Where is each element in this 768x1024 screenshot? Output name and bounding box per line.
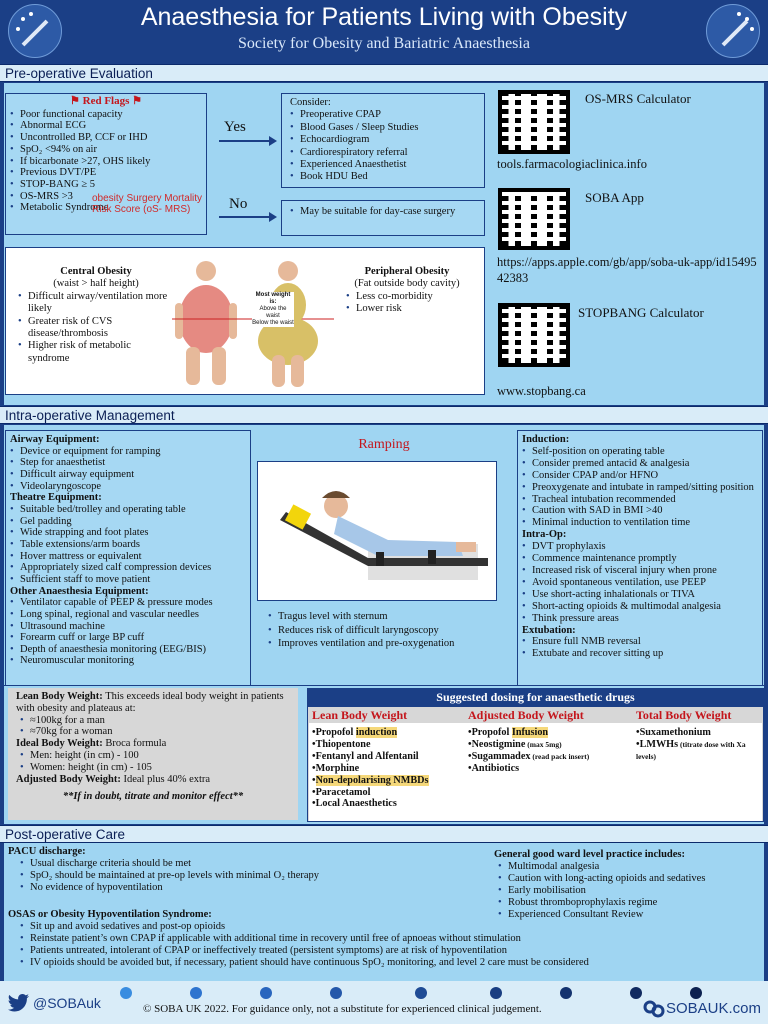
- drug-nmbds: Non-depolarising NMBDs: [315, 774, 429, 786]
- list-item: • No evidence of hypoventilation: [20, 882, 488, 894]
- ramped-patient-illustration: [258, 462, 496, 600]
- list-item: • Caution with long-acting opioids and sedatives: [498, 873, 764, 885]
- arrow-right-icon: [217, 211, 279, 223]
- consider-box: [281, 93, 485, 188]
- dot-decoration: [690, 987, 702, 999]
- list-item: • Avoid spontaneous ventilation, use PEEP: [522, 577, 758, 589]
- ibw-label: Ideal Body Weight:: [16, 738, 103, 750]
- yes-label: Yes: [224, 119, 246, 135]
- footer: [0, 981, 768, 1024]
- website-link[interactable]: SOBAUK.com: [666, 1000, 762, 1017]
- list-item: • Sufficient staff to move patient: [10, 574, 246, 586]
- list-item: • Sit up and avoid sedatives and post-op opioids: [20, 921, 760, 933]
- osmrs-overlay-text: obesity Surgery Mortality Risk Score (oS- MRS): [92, 193, 203, 215]
- list-item: • Difficult airway/ventilation more likely: [18, 291, 174, 316]
- dosing-col3-title: Total Body Weight: [636, 708, 732, 722]
- list-item: • Neuromuscular monitoring: [10, 655, 246, 667]
- list-item: • Gel padding: [10, 516, 246, 528]
- theatre-title: Theatre Equipment:: [10, 492, 102, 504]
- other-title: Other Anaesthesia Equipment:: [10, 585, 149, 597]
- titrate-note: **If in doubt, titrate and monitor effect**: [62, 791, 244, 803]
- list-item: • Multimodal analgesia: [498, 861, 764, 873]
- section-preop-title: Pre-operative Evaluation: [0, 64, 768, 82]
- list-item: • Forearm cuff or large BP cuff: [10, 632, 246, 644]
- list-item: • Book HDU Bed: [290, 171, 476, 183]
- list-item: • Difficult airway equipment: [10, 469, 246, 481]
- central-obesity: [18, 266, 174, 365]
- peripheral-obesity: [334, 266, 480, 316]
- list-item: • ≈70kg for a woman: [20, 726, 290, 738]
- twitter-handle[interactable]: @SOBAuk: [33, 995, 101, 1011]
- abw-text: Ideal plus 40% extra: [123, 773, 211, 785]
- drug-lmwhs: LMWHs: [639, 738, 679, 750]
- list-item: • Device or equipment for ramping: [10, 446, 246, 458]
- list-item: • Robust thromboprophylaxis regime: [498, 897, 764, 909]
- apple-body-figure: [175, 261, 237, 385]
- list-item: • ≈100kg for a man: [20, 715, 290, 727]
- red-flags-title: Red Flags: [82, 95, 130, 107]
- arrow-right-icon: [217, 135, 279, 147]
- list-item: • Short-acting opioids & multimodal analgesia: [522, 601, 758, 613]
- list-item: • Tragus level with sternum: [268, 610, 508, 624]
- list-item: • Tracheal intubation recommended: [522, 494, 758, 506]
- ramping-list: [268, 610, 508, 651]
- list-item: • Ultrasound machine: [10, 621, 246, 633]
- list-item: • Appropriately sized calf compression devices: [10, 562, 246, 574]
- ward-title: General good ward level practice includes:: [494, 849, 686, 860]
- flag-icon: ⚑: [132, 95, 142, 107]
- extubation-title: Extubation:: [522, 624, 576, 636]
- dosing-col2: •Propofol Infusion •Neostigmine (max 5mg) •Sugammadex (read pack insert) •Antibiotics: [468, 727, 590, 774]
- peripheral-sub: (Fat outside body cavity): [354, 278, 460, 290]
- dot-decoration: [630, 987, 642, 999]
- list-item: • Less co-morbidity: [346, 291, 480, 303]
- list-item: • Suitable bed/trolley and operating table: [10, 504, 246, 516]
- qr-code-soba-app[interactable]: [498, 188, 570, 250]
- header: [0, 0, 768, 64]
- osas-block: [8, 909, 760, 969]
- qr2-title: SOBA App: [585, 190, 644, 205]
- list-item: • Reinstate patient’s own CPAP if applicable with additional time in recovery until free of apnoeas without stimulation: [20, 933, 760, 945]
- list-item: • Men: height (in cm) - 100: [20, 750, 290, 762]
- list-item: • Previous DVT/PE: [10, 167, 202, 179]
- induction-box: [517, 430, 763, 686]
- list-item: • Hover mattress or equivalent: [10, 551, 246, 563]
- list-item: • Depth of anaesthesia monitoring (EEG/BIS): [10, 644, 246, 656]
- list-item: • Consider premed antacid & analgesia: [522, 458, 758, 470]
- list-item: • Wide strapping and foot plates: [10, 527, 246, 539]
- list-item: • DVT prophylaxis: [522, 541, 758, 553]
- central-sub: (waist > half height): [53, 278, 139, 290]
- drug-suxamethonium: Suxamethonium: [639, 727, 711, 738]
- consider-list: [290, 109, 476, 183]
- dosing-title: Suggested dosing for anaesthetic drugs: [308, 689, 763, 707]
- airway-title: Airway Equipment:: [10, 434, 100, 445]
- dot-decoration: [190, 987, 202, 999]
- twitter-icon[interactable]: [8, 994, 30, 1012]
- ramping-title: Ramping: [358, 437, 410, 452]
- consider-title: Consider:: [290, 97, 331, 108]
- list-item: • If bicarbonate >27, OHS likely: [10, 156, 202, 168]
- lbw-label: Lean Body Weight:: [16, 691, 103, 702]
- list-item: • Metabolic Syndrome: [10, 202, 202, 214]
- list-item: • Early mobilisation: [498, 885, 764, 897]
- list-item: • Preoxygenate and intubate in ramped/sitting position: [522, 482, 758, 494]
- drug-sugammadex: Sugammadex: [471, 750, 531, 762]
- dosing-col1-title: Lean Body Weight: [312, 708, 408, 722]
- drug-item: Thiopentone: [315, 738, 371, 750]
- qr-code-stopbang[interactable]: [498, 303, 570, 367]
- link-icon[interactable]: [643, 1000, 665, 1018]
- dosing-box: [307, 688, 764, 822]
- ramping-image: [257, 461, 497, 601]
- list-item: • Experienced Anaesthetist: [290, 159, 476, 171]
- flag-icon: ⚑: [70, 95, 80, 107]
- list-item: • Step for anaesthetist: [10, 457, 246, 469]
- abw-label: Adjusted Body Weight:: [16, 773, 121, 785]
- section-postop-title: Post-operative Care: [0, 825, 768, 843]
- list-item: • Echocardiogram: [290, 134, 476, 146]
- list-item: • Patients untreated, intolerant of CPAP or ineffectively treated (persistent symptoms) are at risk of hypoventilation: [20, 945, 760, 957]
- list-item: • Commence maintenance promptly: [522, 553, 758, 565]
- equipment-box: [5, 430, 251, 686]
- list-item: • Lower risk: [346, 303, 480, 315]
- dosing-col3: •Suxamethonium •LMWHs (titrate dose with Xa levels): [636, 727, 746, 761]
- drug-propofol-induction: induction: [355, 727, 398, 738]
- qr2-url[interactable]: https://apps.apple.com/gb/app/soba-uk-app/id1549542383: [497, 255, 757, 285]
- drug-propofol-infusion: Infusion: [511, 727, 549, 738]
- list-item: • Ventilator capable of PEEP & pressure modes: [10, 597, 246, 609]
- list-item: • Minimal induction to ventilation time: [522, 517, 758, 529]
- induction-title: Induction:: [522, 434, 570, 445]
- list-item: • Women: height (in cm) - 105: [20, 762, 290, 774]
- drug-item: Morphine: [315, 762, 360, 774]
- section-intraop-title: Intra-operative Management: [0, 406, 768, 424]
- central-title: Central Obesity: [60, 266, 132, 277]
- list-item: • May be suitable for day-case surgery: [290, 206, 476, 218]
- list-item: • Table extensions/arm boards: [10, 539, 246, 551]
- list-item: • Abnormal ECG: [10, 120, 202, 132]
- drug-propofol: Propofol: [471, 727, 512, 738]
- list-item: • Videolaryngoscope: [10, 481, 246, 493]
- list-item: • IV opioids should be avoided but, if necessary, patient should have continuous SpO₂ monitoring, and level 2 care must be considered: [20, 957, 760, 969]
- list-item: • SpO₂ should be maintained at pre-op levels with minimal O₂ therapy: [20, 870, 488, 882]
- list-item: • Experienced Consultant Review: [498, 909, 764, 921]
- list-item: • Blood Gases / Sleep Studies: [290, 122, 476, 134]
- list-item: • Preoperative CPAP: [290, 109, 476, 121]
- list-item: • Use short-acting inhalationals or TIVA: [522, 589, 758, 601]
- list-item: • Ensure full NMB reversal: [522, 636, 758, 648]
- no-label: No: [229, 196, 248, 212]
- dot-decoration: [560, 987, 572, 999]
- weights-box: [8, 688, 298, 820]
- lbw-text: This exceeds ideal body weight in patients with obesity and plateaus at:: [16, 691, 284, 714]
- osas-title: OSAS or Obesity Hypoventilation Syndrome:: [8, 909, 212, 920]
- dosing-col1: •Propofol induction •Thiopentone •Fentanyl and Alfentanil •Morphine •Non-depolarising NMBDs •Paracetamol •Local Anaesthetics: [312, 727, 429, 810]
- dot-decoration: [415, 987, 427, 999]
- drug-propofol: Propofol: [315, 727, 356, 738]
- drug-item: Local Anaesthetics: [315, 798, 397, 810]
- drug-antibiotics: Antibiotics: [471, 762, 520, 774]
- list-item: • Higher risk of metabolic syndrome: [18, 340, 174, 365]
- dosing-col2-title: Adjusted Body Weight: [468, 708, 584, 722]
- dot-decoration: [260, 987, 272, 999]
- list-item: • Improves ventilation and pre-oxygenation: [268, 637, 508, 651]
- page-subtitle: Society for Obesity and Bariatric Anaesthesia: [238, 35, 530, 52]
- list-item: • Long spinal, regional and vascular needles: [10, 609, 246, 621]
- list-item: • Consider CPAP and/or HFNO: [522, 470, 758, 482]
- dot-decoration: [120, 987, 132, 999]
- qr-code-osmrs[interactable]: [498, 90, 570, 154]
- qr1-title: OS-MRS Calculator: [585, 91, 691, 106]
- list-item: • Think pressure areas: [522, 613, 758, 625]
- list-item: • Usual discharge criteria should be met: [20, 858, 488, 870]
- ibw-text: Broca formula: [105, 738, 167, 750]
- list-item: • SpO₂ <94% on air: [10, 144, 202, 156]
- copyright-text: © SOBA UK 2022. For guidance only, not a substitute for experienced clinical judgement.: [143, 1003, 542, 1015]
- pacu-block: [8, 846, 488, 894]
- list-item: • Self-position on operating table: [522, 446, 758, 458]
- qr1-url[interactable]: tools.farmacologiaclinica.info: [497, 157, 647, 171]
- dot-decoration: [330, 987, 342, 999]
- dot-decoration: [490, 987, 502, 999]
- list-item: • Greater risk of CVS disease/thrombosis: [18, 316, 174, 341]
- drug-item: Paracetamol: [315, 786, 371, 798]
- list-item: • Increased risk of visceral injury when prone: [522, 565, 758, 577]
- peripheral-title: Peripheral Obesity: [364, 266, 450, 277]
- intraop-title: Intra-Op:: [522, 529, 567, 541]
- pacu-title: PACU discharge:: [8, 846, 86, 857]
- list-item: • Reduces risk of difficult laryngoscopy: [268, 624, 508, 638]
- drug-neostigmine: Neostigmine: [471, 738, 526, 750]
- drug-item: Fentanyl and Alfentanil: [315, 750, 419, 762]
- qr3-title: STOPBANG Calculator: [578, 305, 704, 320]
- list-item: • Caution with SAD in BMI >40: [522, 505, 758, 517]
- list-item: • Poor functional capacity: [10, 109, 202, 121]
- page-title: Anaesthesia for Patients Living with Obesity: [140, 3, 628, 31]
- list-item: • Extubate and recover sitting up: [522, 648, 758, 660]
- list-item: • Cardiorespiratory referral: [290, 147, 476, 159]
- daycase-box: [281, 200, 485, 236]
- list-item: • STOP-BANG ≥ 5: [10, 179, 202, 191]
- qr3-url[interactable]: www.stopbang.ca: [497, 384, 586, 398]
- waist-label: Most weight is: Above the waist Below the waist: [252, 292, 294, 326]
- list-item: • Uncontrolled BP, CCF or IHD: [10, 132, 202, 144]
- list-item: • OS-MRS >3: [10, 191, 202, 203]
